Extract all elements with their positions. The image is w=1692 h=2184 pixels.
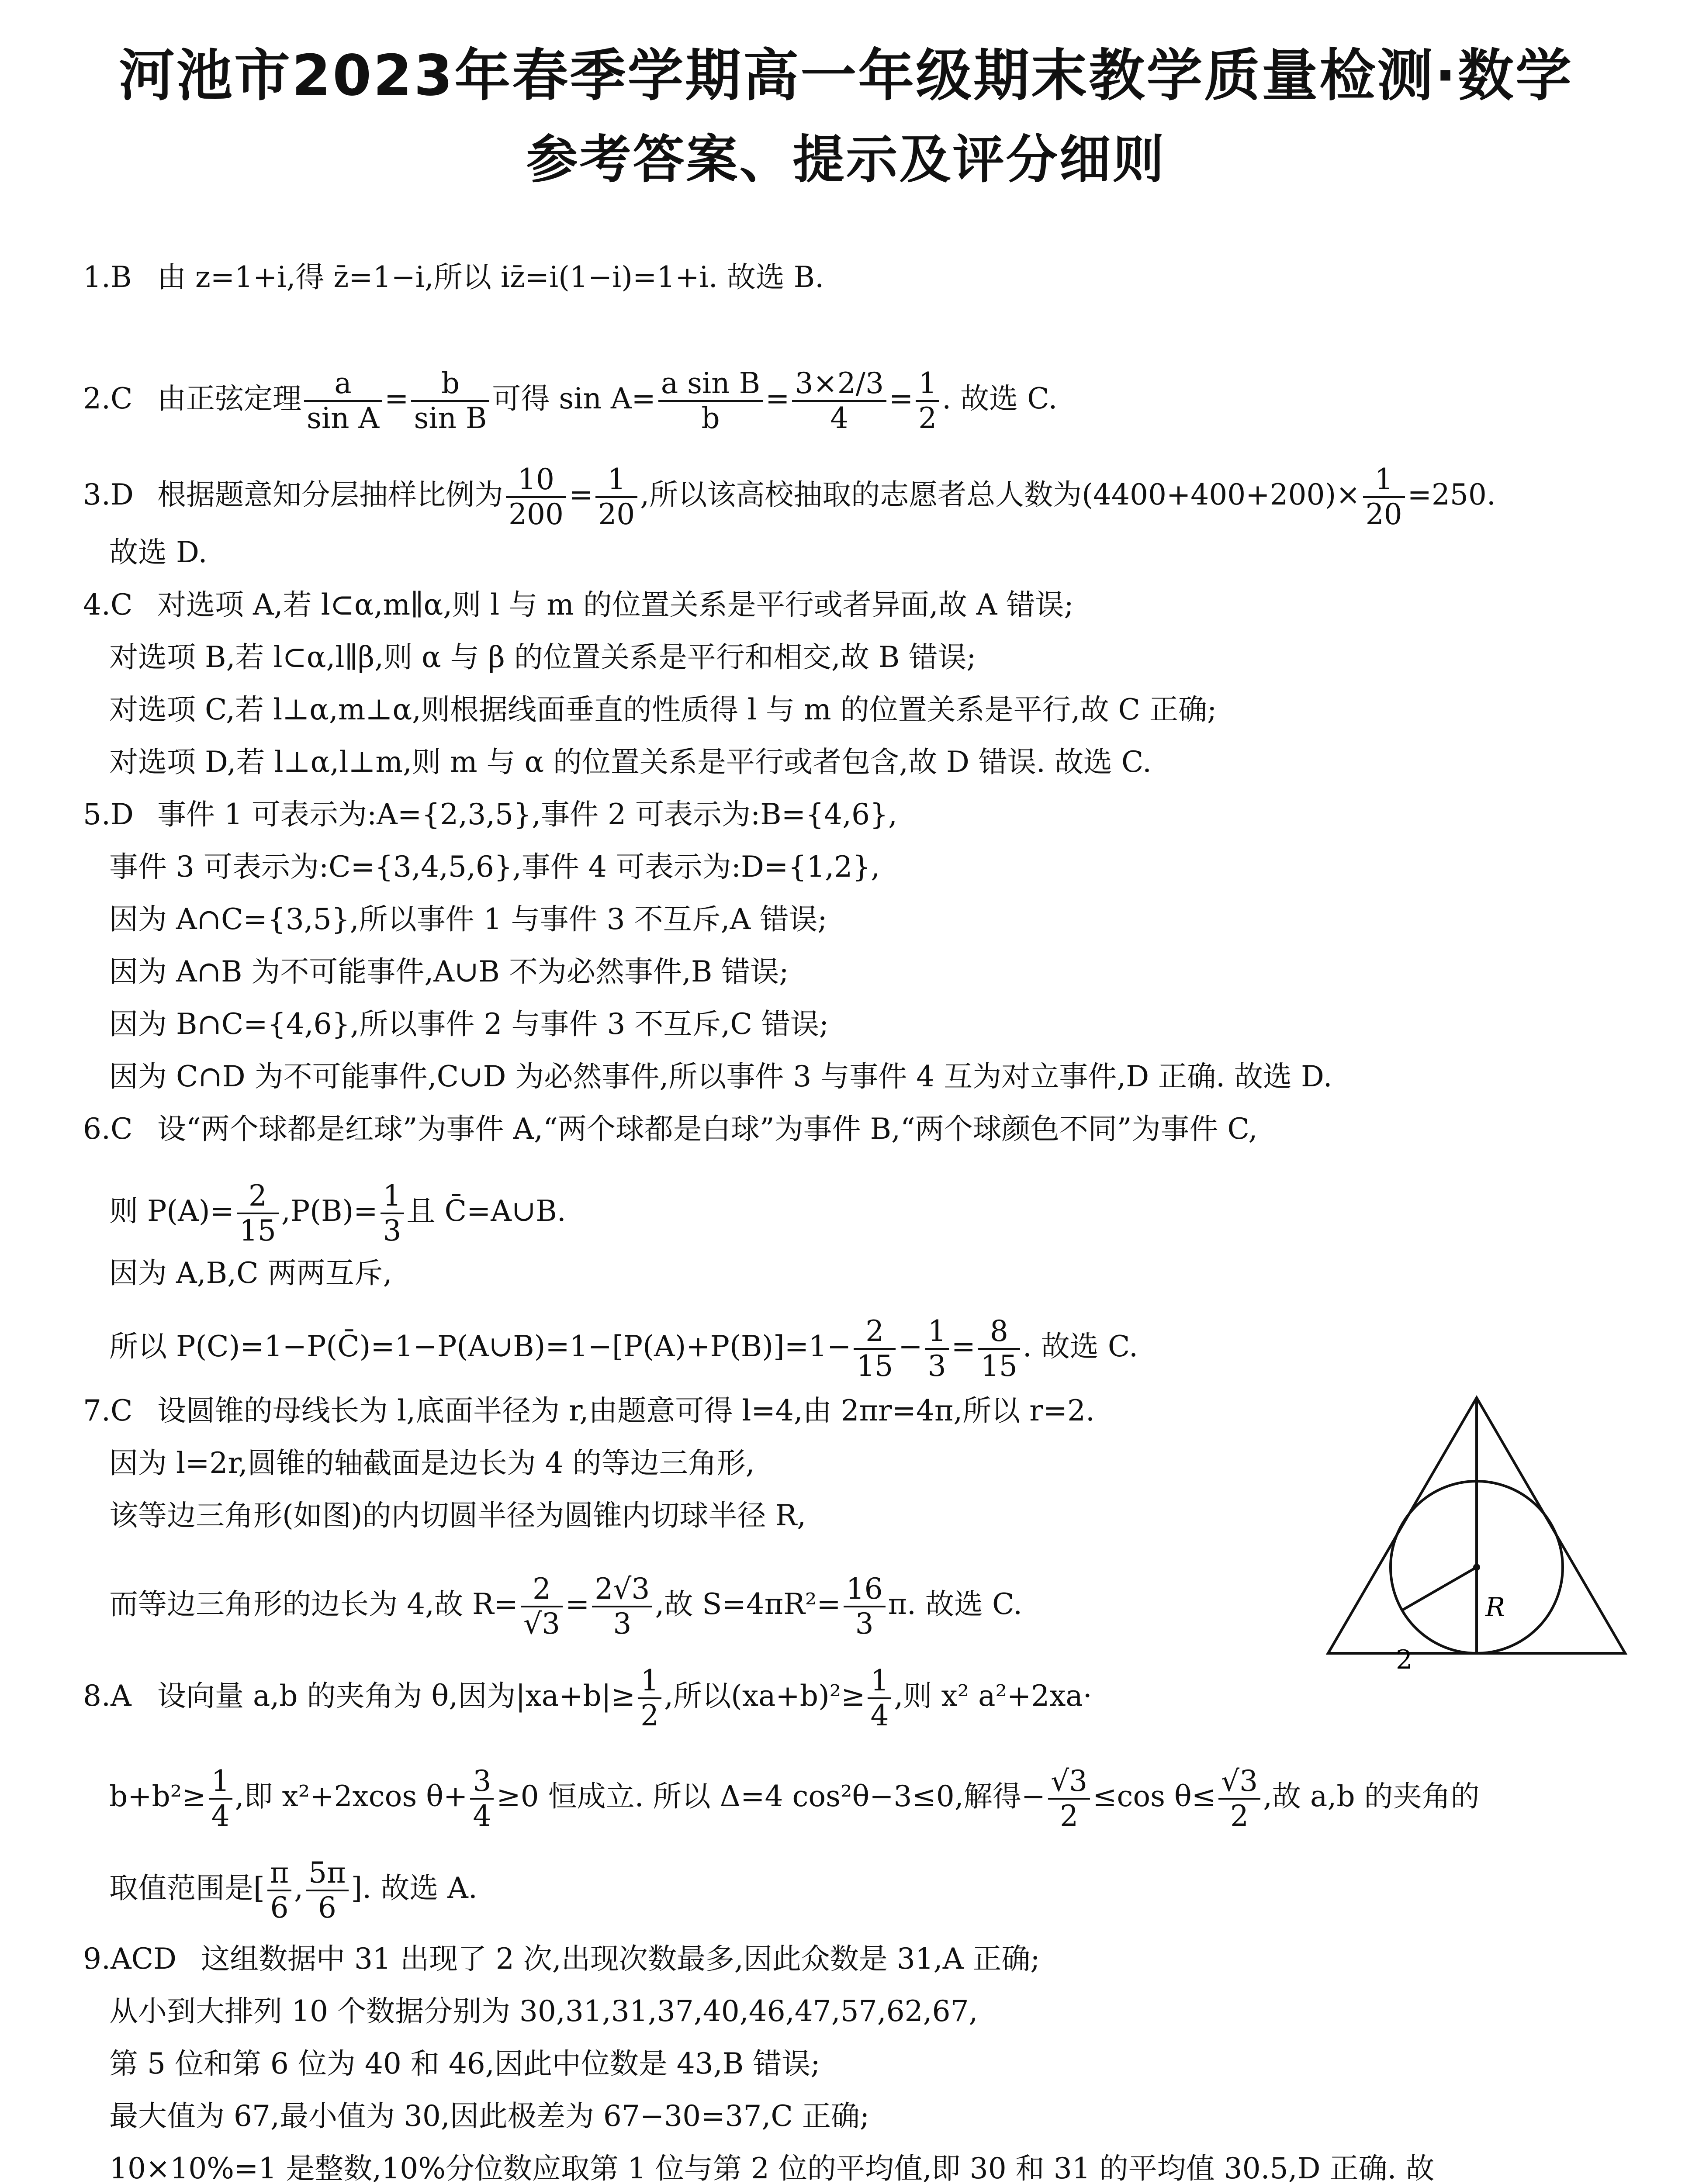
- answer-text: 10×10%=1 是整数,10%分位数应取第 1 位与第 2 位的平均值,即 30 和 31 的平均值 30.5,D 正确. 故: [109, 2152, 1435, 2184]
- answer-2: [83, 367, 1057, 435]
- denominator: 2: [1060, 1799, 1079, 1833]
- numerator: 3: [470, 1765, 494, 1800]
- answer-text: 因为 l=2r,圆锥的轴截面是边长为 4 的等边三角形,: [109, 1446, 755, 1480]
- answer-8-line: [109, 1765, 1480, 1833]
- answer-number: 6.C: [83, 1112, 133, 1146]
- answer-text: 对选项 A,若 l⊂α,m∥α,则 l 与 m 的位置关系是平行或者异面,故 A 错误;: [157, 588, 1074, 622]
- numerator: 1: [595, 463, 637, 498]
- fraction: [304, 367, 382, 435]
- text-seg: =: [568, 477, 593, 511]
- numerator: 5π: [306, 1856, 348, 1891]
- denominator: √3: [523, 1607, 560, 1641]
- fraction: [209, 1765, 232, 1833]
- answer-text: 最大值为 67,最小值为 30,因此极差为 67−30=37,C 正确;: [109, 2099, 870, 2133]
- fraction: [925, 1315, 949, 1383]
- text-seg: . 故选 C.: [1022, 1329, 1138, 1363]
- numerator: 1: [381, 1179, 404, 1214]
- answer-text: 这组数据中 31 出现了 2 次,出现次数最多,因此众数是 31,A 正确;: [201, 1942, 1040, 1976]
- text-seg: =: [565, 1587, 590, 1621]
- fraction: [1363, 463, 1405, 531]
- text-seg: =250.: [1407, 477, 1496, 511]
- fraction: [916, 367, 939, 435]
- text-seg: =: [951, 1329, 976, 1363]
- fraction: [658, 367, 763, 435]
- denominator: 3: [383, 1213, 401, 1248]
- answer-text: 事件 1 可表示为:A={2,3,5},事件 2 可表示为:B={4,6},: [157, 798, 897, 831]
- denominator: 15: [856, 1349, 893, 1383]
- label-2: 2: [1396, 1645, 1413, 1669]
- denominator: 15: [980, 1349, 1017, 1383]
- fraction: [381, 1179, 404, 1248]
- fraction: [506, 463, 566, 531]
- text-seg: 根据题意知分层抽样比例为: [157, 477, 503, 511]
- answer-3: [83, 463, 1496, 531]
- fraction: [592, 1572, 652, 1641]
- answer-text: 因为 C∩D 为不可能事件,C∪D 为必然事件,所以事件 3 与事件 4 互为对立事件,D 正确. 故选 D.: [109, 1060, 1332, 1093]
- numerator: 2√3: [592, 1572, 652, 1607]
- numerator: 3×2/3: [792, 367, 886, 402]
- fraction: [306, 1856, 348, 1925]
- answer-text: 由 z=1+i,得 z̄=1−i,所以 iz̄=i(1−i)=1+i. 故选 B.: [157, 260, 824, 294]
- answer-5: [83, 795, 897, 834]
- numerator: 1: [916, 367, 939, 402]
- denominator: 2: [918, 401, 937, 435]
- denominator: 15: [239, 1213, 276, 1248]
- fraction: [638, 1664, 661, 1732]
- cone-cross-section-figure: [1319, 1389, 1634, 1669]
- fraction: [792, 367, 886, 435]
- text-seg: ,P(B)=: [281, 1194, 378, 1228]
- text-seg: ,故 a,b 的夹角的: [1263, 1779, 1480, 1813]
- answer-text: 事件 3 可表示为:C={3,4,5,6},事件 4 可表示为:D={1,2},: [109, 850, 880, 884]
- text-seg: 设向量 a,b 的夹角为 θ,因为|xa+b|≥: [157, 1679, 636, 1713]
- answer-6-line: [109, 1179, 566, 1248]
- center-point: [1473, 1564, 1480, 1571]
- answer-number: 5.D: [83, 798, 134, 831]
- text-seg: . 故选 C.: [942, 381, 1058, 415]
- numerator: a: [304, 367, 382, 402]
- answer-4: [83, 585, 1074, 625]
- denominator: 4: [473, 1799, 491, 1833]
- denominator: 200: [509, 497, 564, 531]
- answer-number: 9.ACD: [83, 1942, 177, 1976]
- text-seg: ,则 x² a²+2xa·: [894, 1679, 1092, 1713]
- numerator: 2: [521, 1572, 563, 1607]
- text-seg: 所以 P(C)=1−P(C̄)=1−P(A∪B)=1−[P(A)+P(B)]=1−: [109, 1329, 851, 1363]
- text-seg: −: [898, 1329, 923, 1363]
- answer-1: [83, 258, 824, 297]
- numerator: 1: [638, 1664, 661, 1699]
- numerator: 1: [209, 1765, 232, 1800]
- text-seg: π. 故选 C.: [888, 1587, 1023, 1621]
- numerator: 1: [1363, 463, 1405, 498]
- text-seg: 可得 sin A=: [492, 381, 656, 415]
- fraction: [854, 1315, 896, 1383]
- answer-text: 设“两个球都是红球”为事件 A,“两个球都是白球”为事件 B,“两个球颜色不同”为事件 C,: [157, 1112, 1258, 1146]
- denominator: b: [701, 401, 720, 435]
- answer-number: 2.C: [83, 381, 133, 415]
- text-seg: 由正弦定理: [157, 381, 301, 415]
- numerator: √3: [1218, 1765, 1260, 1800]
- answer-number: 3.D: [83, 477, 134, 511]
- answer-text: 因为 A,B,C 两两互斥,: [109, 1256, 392, 1290]
- answer-text: 该等边三角形(如图)的内切圆半径为圆锥内切球半径 R,: [109, 1499, 806, 1532]
- fraction: [267, 1856, 291, 1925]
- text-seg: =: [765, 381, 790, 415]
- answer-text: 对选项 B,若 l⊂α,l∥β,则 α 与 β 的位置关系是平行和相交,故 B 错误;: [109, 640, 976, 674]
- numerator: a sin B: [658, 367, 763, 402]
- text-seg: ]. 故选 A.: [351, 1871, 477, 1905]
- numerator: √3: [1048, 1765, 1090, 1800]
- text-seg: =: [384, 381, 409, 415]
- denominator: 2: [640, 1698, 659, 1732]
- text-seg: 而等边三角形的边长为 4,故 R=: [109, 1587, 518, 1621]
- answer-number: 7.C: [83, 1394, 133, 1427]
- fraction: [521, 1572, 563, 1641]
- answer-7-line: [109, 1572, 1022, 1641]
- answer-number: 4.C: [83, 588, 133, 622]
- fraction: [1048, 1765, 1090, 1833]
- answer-8-line: [109, 1856, 477, 1925]
- radius-line: [1402, 1567, 1477, 1610]
- answer-6: [83, 1109, 1258, 1149]
- fraction: [237, 1179, 279, 1248]
- answer-number: 8.A: [83, 1679, 131, 1713]
- answer-text: 因为 A∩B 为不可能事件,A∪B 不为必然事件,B 错误;: [109, 955, 789, 988]
- fraction: [868, 1664, 891, 1732]
- answer-text: 对选项 C,若 l⊥α,m⊥α,则根据线面垂直的性质得 l 与 m 的位置关系是平行,故 C 正确;: [109, 693, 1217, 726]
- answer-7: [83, 1391, 1095, 1431]
- numerator: 10: [506, 463, 566, 498]
- answer-6-line: [109, 1315, 1138, 1383]
- fraction: [470, 1765, 494, 1833]
- numerator: 2: [854, 1315, 896, 1350]
- page-subtitle: 参考答案、提示及评分细则: [526, 129, 1166, 190]
- answer-text: 从小到大排列 10 个数据分别为 30,31,31,37,40,46,47,57,62,67,: [109, 1994, 978, 2028]
- denominator: 3: [613, 1607, 632, 1641]
- numerator: π: [267, 1856, 291, 1891]
- denominator: sin B: [414, 401, 487, 435]
- numerator: 16: [844, 1572, 886, 1607]
- numerator: b: [411, 367, 489, 402]
- text-seg: ,: [294, 1871, 304, 1905]
- denominator: 4: [211, 1799, 230, 1833]
- text-seg: ,所以该高校抽取的志愿者总人数为(4400+400+200)×: [640, 477, 1360, 511]
- numerator: 1: [925, 1315, 949, 1350]
- denominator: 6: [318, 1890, 336, 1925]
- answer-text: 因为 B∩C={4,6},所以事件 2 与事件 3 不互斥,C 错误;: [109, 1007, 829, 1041]
- denominator: 20: [1365, 497, 1402, 531]
- text-seg: ,故 S=4πR²=: [655, 1587, 841, 1621]
- answer-text: 对选项 D,若 l⊥α,l⊥m,则 m 与 α 的位置关系是平行或者包含,故 D 错误. 故选 C.: [109, 745, 1152, 779]
- fraction: [978, 1315, 1020, 1383]
- numerator: 8: [978, 1315, 1020, 1350]
- answer-number: 1.B: [83, 260, 132, 294]
- fraction: [844, 1572, 886, 1641]
- denominator: 3: [927, 1349, 946, 1383]
- text-seg: =: [889, 381, 913, 415]
- fraction: [1218, 1765, 1260, 1833]
- denominator: 2: [1230, 1799, 1249, 1833]
- fraction: [411, 367, 489, 435]
- text-seg: ,即 x²+2xcos θ+: [235, 1779, 468, 1813]
- text-seg: b+b²≥: [109, 1779, 206, 1813]
- answer-text: 设圆锥的母线长为 l,底面半径为 r,由题意可得 l=4,由 2πr=4π,所以 r=2.: [157, 1394, 1095, 1427]
- denominator: 3: [855, 1607, 874, 1641]
- text-seg: 取值范围是[: [109, 1871, 265, 1905]
- fraction: [595, 463, 637, 531]
- text-seg: 则 P(A)=: [109, 1194, 234, 1228]
- page-title: 河池市2023年春季学期高一年级期末教学质量检测·数学: [119, 43, 1573, 108]
- answer-text: 因为 A∩C={3,5},所以事件 1 与事件 3 不互斥,A 错误;: [109, 902, 827, 936]
- label-R: R: [1485, 1592, 1505, 1623]
- answer-text: 第 5 位和第 6 位为 40 和 46,因此中位数是 43,B 错误;: [109, 2047, 820, 2080]
- denominator: 4: [830, 401, 849, 435]
- text-seg: ≤cos θ≤: [1093, 1779, 1216, 1813]
- answer-9: [83, 1939, 1040, 1979]
- denominator: 4: [870, 1698, 889, 1732]
- numerator: 2: [237, 1179, 279, 1214]
- numerator: 1: [868, 1664, 891, 1699]
- text-seg: ≥0 恒成立. 所以 Δ=4 cos²θ−3≤0,解得−: [496, 1779, 1046, 1813]
- denominator: 20: [598, 497, 635, 531]
- text-seg: 且 C̄=A∪B.: [406, 1194, 566, 1228]
- denominator: 6: [270, 1890, 289, 1925]
- denominator: sin A: [307, 401, 380, 435]
- answer-text: 故选 D.: [109, 536, 208, 569]
- text-seg: ,所以(xa+b)²≥: [664, 1679, 865, 1713]
- answer-8: [83, 1664, 1092, 1732]
